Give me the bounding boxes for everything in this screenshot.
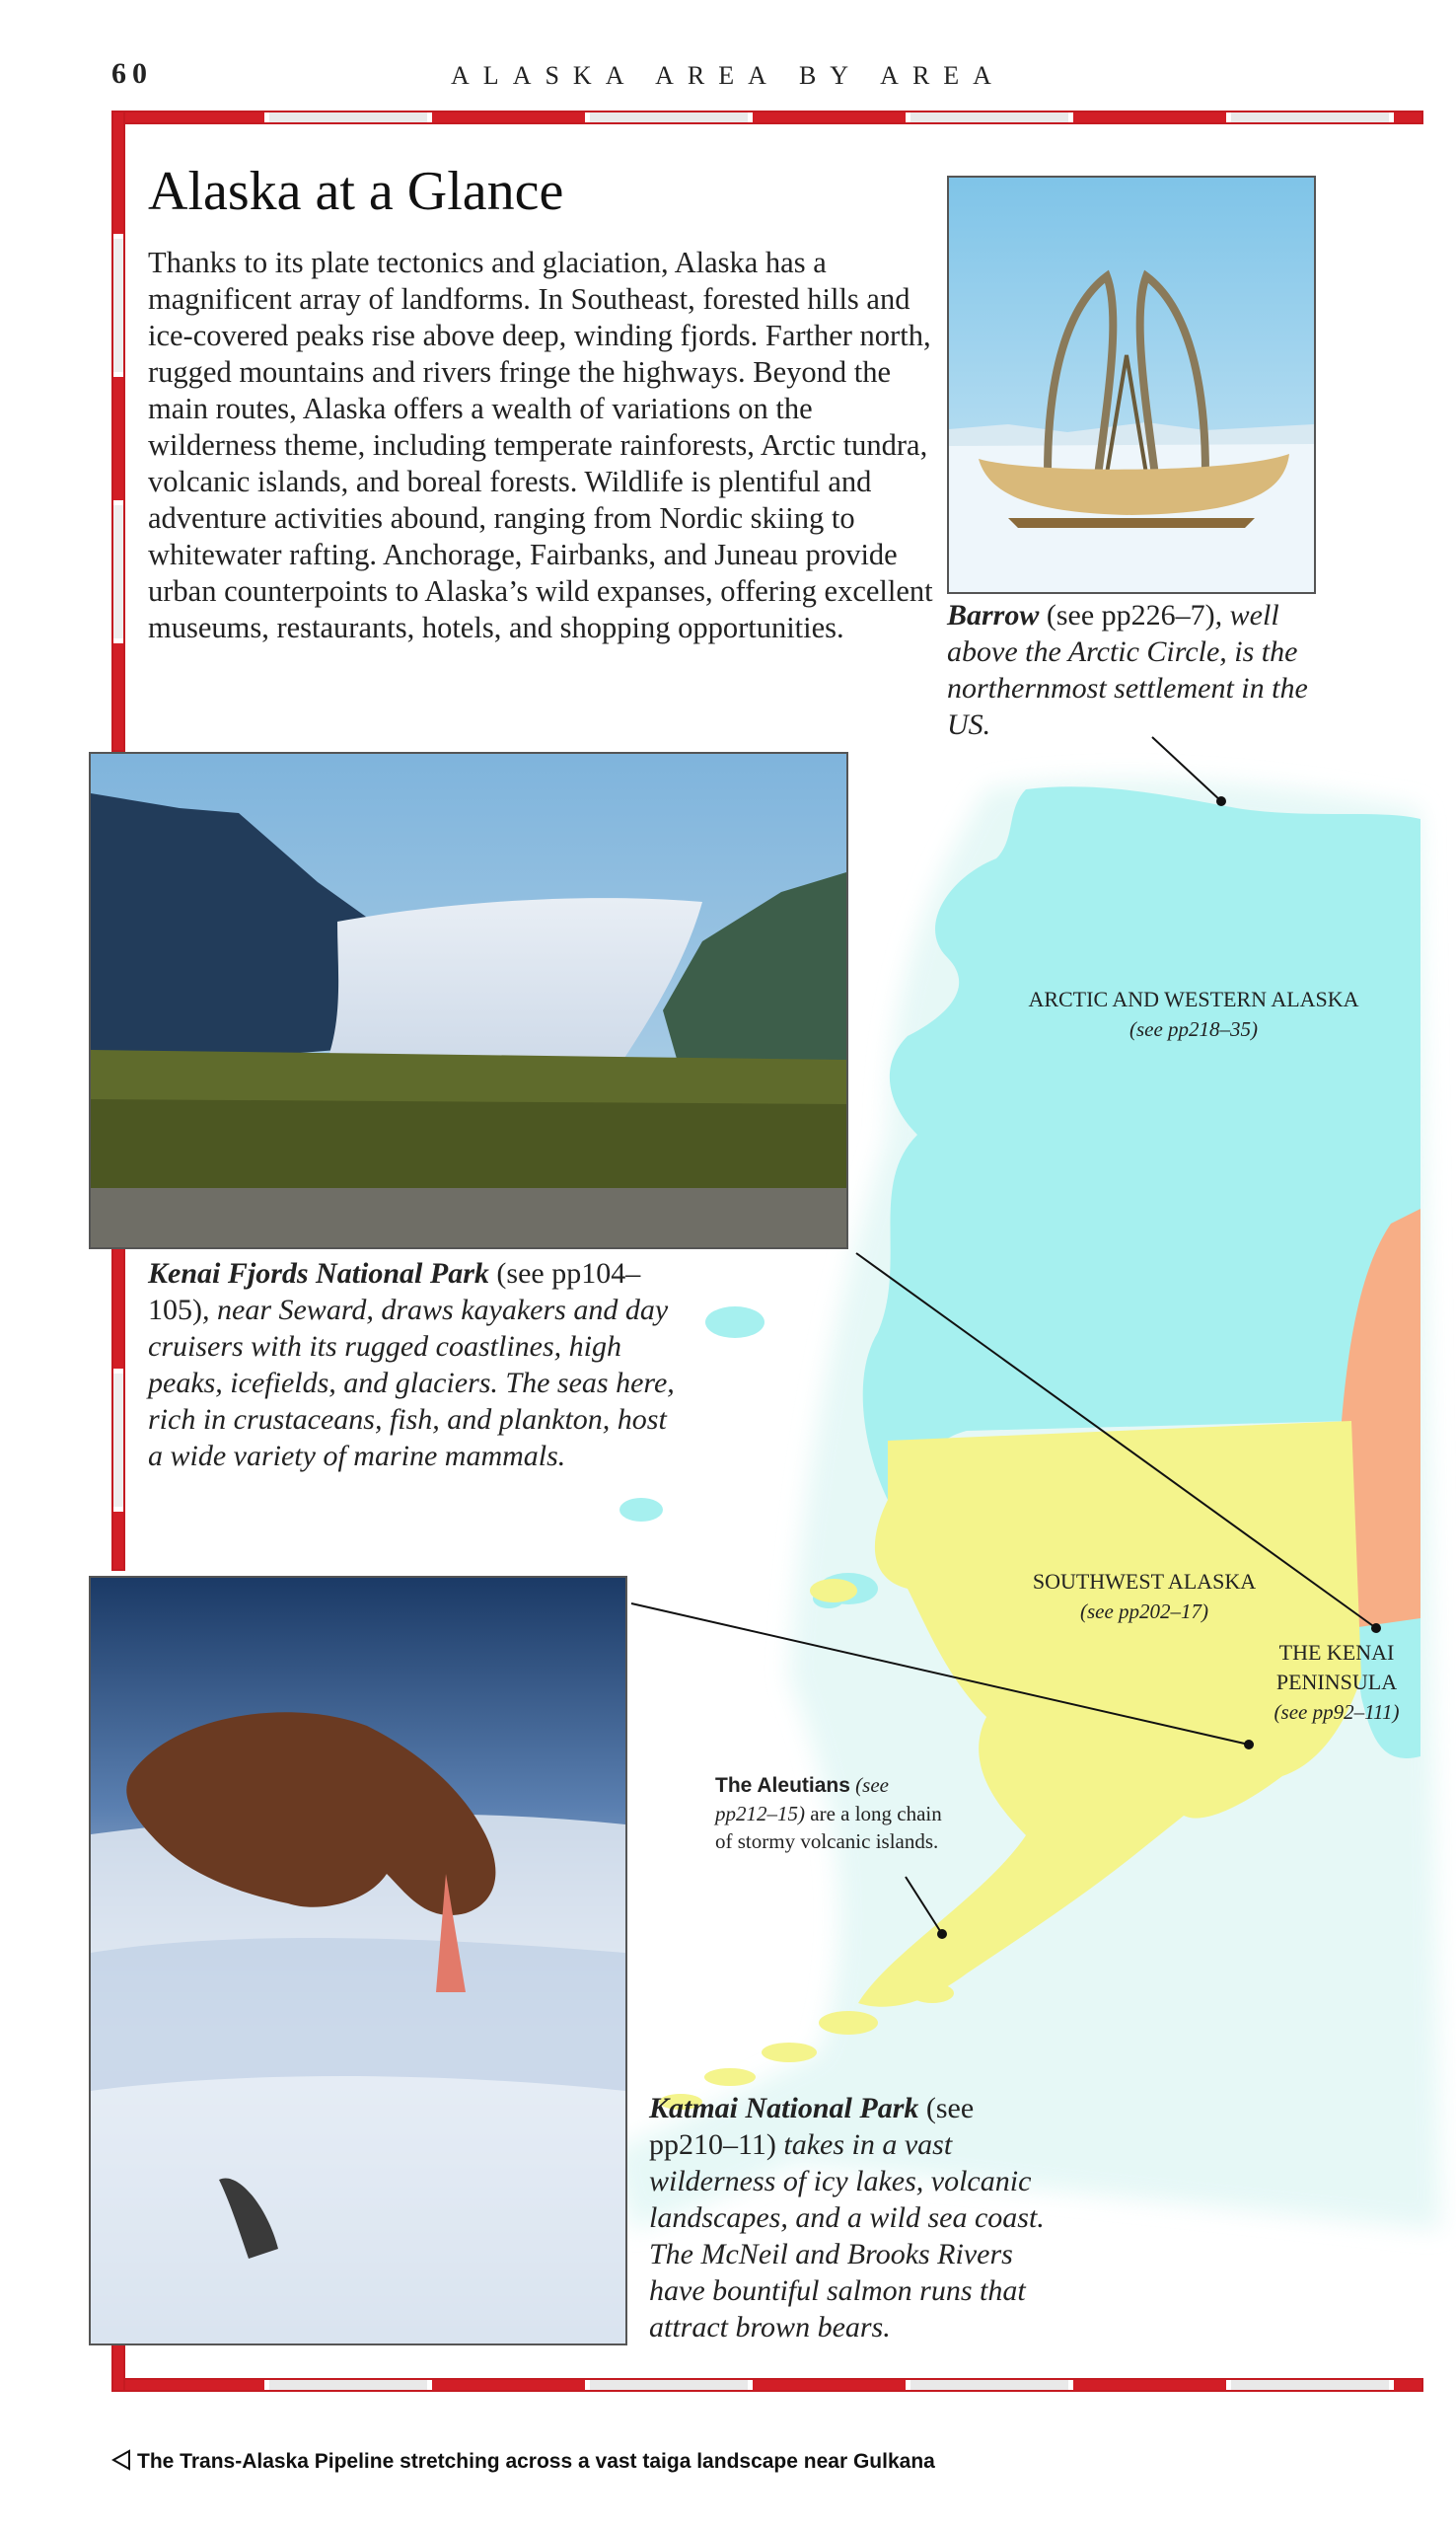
kenai-region-ref: (see pp92–111): [1274, 1700, 1400, 1724]
page-number: 60: [111, 57, 153, 90]
map-label-kenai: [1253, 1638, 1420, 1727]
southwest-name: SOUTHWEST ALASKA: [1032, 1569, 1257, 1594]
katmai-bear-photo: [89, 1576, 627, 2345]
arctic-name: ARCTIC AND WESTERN ALASKA: [1028, 987, 1359, 1011]
aleutians-caption: [715, 1771, 952, 1855]
page-title: Alaska at a Glance: [148, 161, 564, 222]
kenai-caption-name: Kenai Fjords National Park: [148, 1257, 489, 1290]
map-label-southwest: [986, 1567, 1302, 1626]
kenai-caption: [148, 1255, 681, 1474]
barrow-caption: [947, 597, 1342, 743]
kenai-region-name: THE KENAI PENINSULA: [1275, 1640, 1398, 1694]
intro-paragraph: Thanks to its plate tectonics and glaciation, Alaska has a magnificent array of landforms. In Southeast, forested hills and ice-covered peaks rise above deep, winding fjords. Farther north, rugged mountains and rivers fringe the highways. Beyond the main routes, Alaska offers a wealth of variations on the wilderness theme, including temperate rainforests, Arctic tundra, volcanic islands, and boreal forests. Wildlife is plentiful and adventure activities abound, ranging from Nordic skiing to whitewater rafting. Anchorage, Fairbanks, and Juneau provide urban counterpoints to Alaska’s wild expanses, offering excellent museums, restaurants, hotels, and shopping opportunities.: [148, 246, 933, 644]
aleutians-text: are a long chain of stormy volcanic islands.: [715, 1802, 942, 1853]
kenai-fjords-photo: [89, 752, 848, 1249]
border-left-middle: [111, 1245, 125, 1571]
arctic-ref: (see pp218–35): [1128, 1017, 1259, 1041]
kenai-caption-text: , near Seward, draws kayakers and day cruisers with its rugged coastlines, high peaks, icefields, and glaciers. The seas here, rich in crustaceans, fish, and plankton, host a wide variety of marine mammals.: [148, 1294, 675, 1472]
aleutians-name: The Aleutians: [715, 1774, 850, 1797]
kenai-caption-ref: (see pp104–105): [148, 1257, 641, 1326]
katmai-caption: [649, 2090, 1063, 2345]
katmai-caption-text: takes in a vast wilderness of icy lakes, volcanic landscapes, and a wild sea coast. The McNeil and Brooks Rivers have bountiful salmon runs that attract brown bears.: [649, 2128, 1045, 2343]
aleutians-ref: (see pp212–15): [715, 1773, 889, 1825]
running-header: ALASKA AREA BY AREA: [451, 61, 1005, 90]
map-label-arctic: [977, 985, 1411, 1044]
katmai-caption-name: Katmai National Park: [649, 2092, 919, 2124]
border-left-upper: [111, 111, 125, 752]
katmai-caption-ref: (see pp210–11): [649, 2092, 975, 2161]
southwest-ref: (see pp202–17): [1079, 1599, 1209, 1623]
barrow-caption-name: Barrow: [947, 599, 1040, 632]
border-top: [111, 111, 1423, 124]
barrow-caption-ref: (see pp226–7): [1039, 599, 1215, 632]
barrow-photo: [947, 176, 1316, 594]
barrow-caption-text: , well above the Arctic Circle, is the northernmost settlement in the US.: [947, 599, 1308, 741]
footer-caption-text: The Trans-Alaska Pipeline stretching across a vast taiga landscape near Gulkana: [137, 2450, 935, 2473]
left-triangle-icon: [111, 2449, 131, 2471]
footer-caption: [111, 2449, 935, 2474]
border-bottom: [111, 2378, 1423, 2392]
